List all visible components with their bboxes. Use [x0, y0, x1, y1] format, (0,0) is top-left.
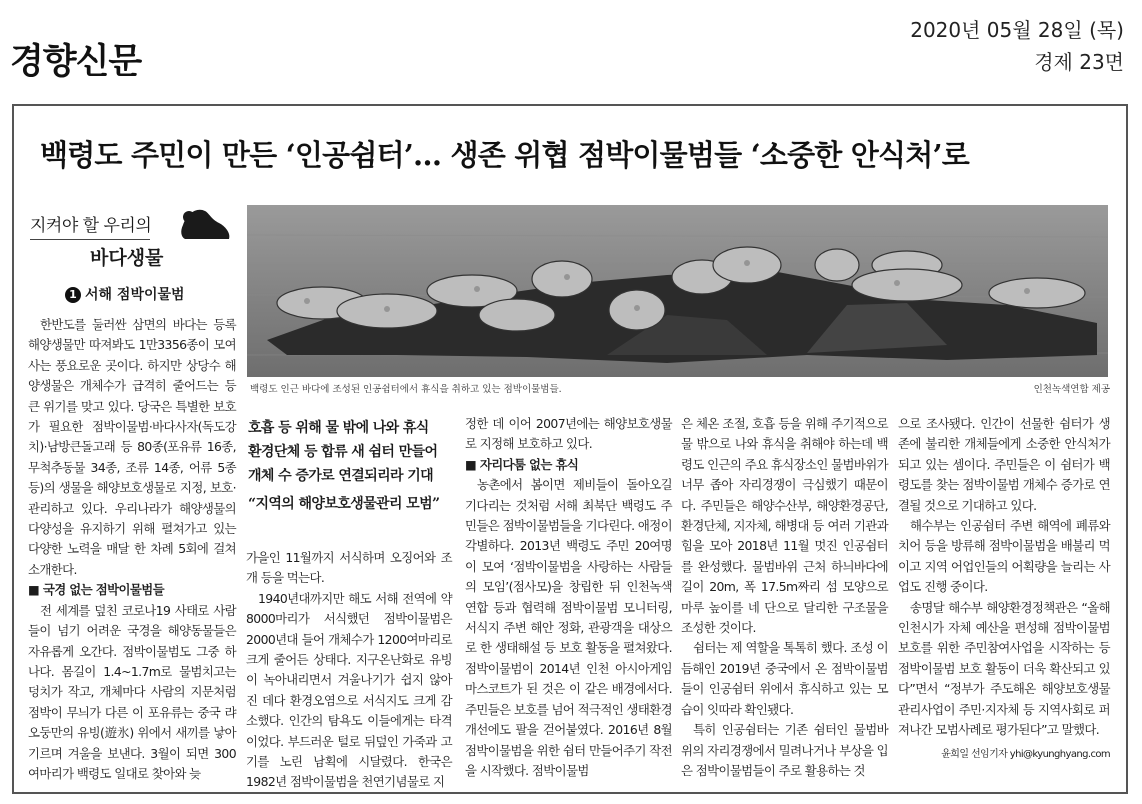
byline: 윤희일 선임기자 yhi@kyunghyang.com: [941, 748, 1110, 760]
masthead: 경향신문: [10, 41, 142, 82]
issue-date: 2020년 05월 28일 (목): [910, 18, 1124, 42]
series-line2: 바다생물: [90, 247, 164, 269]
series-subtitle-text: 서해 점박이물범: [85, 287, 185, 303]
body-paragraph: 정한 데 이어 2007년에는 해양보호생물로 지정해 보호하고 있다.: [465, 416, 672, 452]
section-subheading: ■ 국경 없는 점박이물범들: [28, 582, 164, 598]
body-column-5: [898, 414, 1110, 765]
body-paragraph: 해수부는 인공쉼터 주변 해역에 폐류와 치어 등을 방류해 점박이물범을 배불리 먹이고 지역 어업인들의 어획량을 늘리는 사업도 진행 중이다.: [898, 518, 1110, 595]
body-paragraph: 은 체온 조절, 호흡 등을 위해 주기적으로 물 밖으로 나와 휴식을 취해야 하는데 백령도 인근의 주요 휴식장소인 물범바위가 너무 좁아 자리경쟁이 극심했기 때문이다. 주민들은 해양수산부, 해양환경공단, 환경단체, 지자체, 해병대 등 여러 기관과 힘을 모아 2018년 11월 멋진 인공쉼터를 완성했다. 물범바위 근처 하늬바다에 길이 20m, 폭 17.5m짜리 섬 모양으로 마루 높이를 네 단으로 달리한 구조물을 조성한 것이다.: [681, 416, 888, 636]
body-column-1: [28, 315, 236, 784]
body-paragraph: 가을인 11월까지 서식하며 오징어와 조개 등을 먹는다.: [246, 550, 452, 586]
body-column-3: [465, 414, 672, 781]
deck-quote: “지역의 해양보호생물관리 모범”: [248, 496, 440, 512]
photo-credit: 인천녹색연합 제공: [1033, 384, 1110, 395]
series-subtitle: [65, 284, 185, 304]
deck-summary: [248, 416, 448, 516]
body-paragraph: 송명달 해수부 해양환경정책관은 “올해 인천시가 자체 예산을 편성해 점박이물범 보호를 위한 주민참여사업을 시작하는 등 점박이물범 보호 활동이 더욱 확산되고 있다”면서 “정부가 주도해온 해양보호생물관리사업이 주민·지자체 등 지역사회로 퍼져나간 모범사례로 평가된다”고 말했다.: [898, 599, 1110, 738]
series-number-badge: 1: [65, 287, 81, 303]
series-rule: [30, 239, 150, 240]
body-paragraph: 으로 조사됐다. 인간이 선물한 쉼터가 생존에 불리한 개체들에게 소중한 안식처가 되고 있는 셈이다. 주민들은 이 쉼터가 백령도를 찾는 점박이물범 개체수 증가로 연결될 것으로 기대하고 있다.: [898, 416, 1110, 513]
deck-line: 환경단체 등 합류 새 쉼터 만들어: [248, 444, 438, 460]
seal-icon: [175, 203, 235, 243]
body-paragraph: 한반도를 둘러싼 삼면의 바다는 등록 해양생물만 따져봐도 1만3356종이 모여 사는 풍요로운 곳이다. 하지만 상당수 해양생물은 개체수가 급격히 줄어드는 등 큰 위기를 맞고 있다. 당국은 특별한 보호가 필요한 점박이물범·바다사자(독도강치)·남방큰돌고래 등 80종(포유류 16종, 무척추동물 34종, 조류 14종, 어류 5종 등)의 생물을 해양보호생물로 지정, 보호·관리하고 있다. 우리나라가 해양생물의 다양성을 유지하기 위해 펼쳐가고 있는 다양한 노력을 매달 한 차례 5회에 걸쳐 소개한다.: [28, 317, 236, 577]
series-line1: 지켜야 할 우리의: [30, 216, 152, 236]
body-paragraph: 쉼터는 제 역할을 톡톡히 했다. 조성 이듬해인 2019년 중국에서 온 점박이물범들이 인공쉼터 위에서 휴식하고 있는 모습이 잇따라 확인됐다.: [681, 640, 888, 717]
dateline: [910, 14, 1124, 78]
seal-photo: [247, 205, 1108, 377]
photo-caption: 백령도 인근 바다에 조성된 인공쉼터에서 휴식을 취하고 있는 점박이물범들.: [250, 384, 562, 395]
deck-line: 개체 수 증가로 연결되리라 기대: [248, 468, 434, 484]
section-subheading: ■ 자리다툼 없는 휴식: [465, 456, 579, 472]
seals-on-rocks-image: [247, 205, 1108, 377]
body-column-2: [246, 548, 452, 793]
headline: 백령도 주민이 만든 ‘인공쉼터’… 생존 위협 점박이물범들 ‘소중한 안식처’로: [40, 138, 969, 172]
body-paragraph: 전 세계를 덮친 코로나19 사태로 사람들이 넘기 어려운 국경을 해양동물들은 자유롭게 오간다. 점박이물범도 그중 하나다. 몸길이 1.4~1.7m로 물범치고는 덩치가 작고, 개체마다 사람의 지문처럼 점박이 무늬가 다른 이 포유류는 중국 랴오둥만의 유빙(遊氷) 위에서 새끼를 낳아 기르며 겨울을 보낸다. 3월이 되면 300여마리가 백령도 일대로 찾아와 늦: [28, 602, 236, 781]
body-column-4: [681, 414, 888, 781]
body-paragraph: 농촌에서 봄이면 제비들이 돌아오길 기다리는 것처럼 서해 최북단 백령도 주민들은 점박이물범들을 기다린다. 애정이 각별하다. 2013년 백령도 주민 20여명이 모여 ‘점박이물범을 사랑하는 사람들의 모임’(점사모)을 창립한 뒤 인천녹색연합 등과 협력해 점박이물범 모니터링, 서식지 주변 해안 정화, 관광객을 대상으로 한 생태해설 등 보호 활동을 펼쳐왔다. 점박이물범이 2014년 인천 아시아게임 마스코트가 된 것은 이 같은 배경에서다. 주민들은 보호를 넘어 적극적인 생태환경 개선에도 팔을 걷어붙였다. 2016년 8월 점박이물범을 위한 쉼터 만들어주기 작전을 시작했다. 점박이물범: [465, 477, 672, 778]
series-label: [20, 203, 235, 273]
deck-line: 호흡 등 위해 물 밖에 나와 휴식: [248, 420, 429, 436]
section-page: 경제 23면: [1034, 50, 1124, 74]
body-paragraph: 특히 인공쉼터는 기존 쉼터인 물범바위의 자리경쟁에서 밀려나거나 부상을 입은 점박이물범들이 주로 활용하는 것: [681, 722, 888, 778]
body-paragraph: 1940년대까지만 해도 서해 전역에 약 8000마리가 서식했던 점박이물범은 2000년대 들어 개체수가 1200여마리로 크게 줄어든 상태다. 지구온난화로 유빙이 녹아내리면서 겨울나기가 쉽지 않아진 데다 환경오염으로 서식지도 크게 감소했다. 인간의 탐욕도 이들에게는 타격이었다. 부드러운 털로 뒤덮인 가죽과 고기를 노린 남획에 시달렸다. 한국은 1982년 점박이물범을 천연기념물로 지: [246, 590, 452, 790]
